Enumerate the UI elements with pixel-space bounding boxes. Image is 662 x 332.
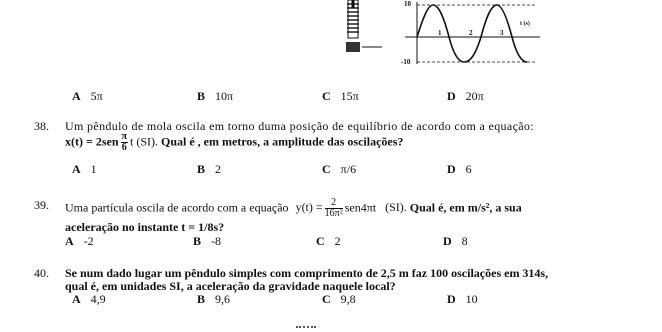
q39-statement: Uma partícula oscila de acordo com a equação y(t) = $\frac{2}{\text{16π²}}$ sen4πt (SI). Qual é, em m/s², a sua — [65, 197, 522, 219]
q39-question: Qual é, em m/s², a sua — [409, 200, 522, 215]
q40-option-b[interactable]: B 9,6 — [197, 292, 231, 306]
q38-statement: Um pêndulo de mola oscila em torno duma posição de equilíbrio de acordo com a equação: — [65, 119, 534, 133]
graph-tick-2: 2 — [469, 29, 473, 37]
q40-number: 40. — [34, 266, 49, 280]
q37-option-c[interactable]: C 15π — [322, 89, 359, 103]
q39-option-b[interactable]: B -8 — [193, 234, 222, 248]
q39-number: 39. — [34, 198, 49, 212]
graph-label-top: 10 — [404, 0, 411, 8]
q38-question: Qual é , em metros, a amplitude das oscilações? — [160, 134, 404, 149]
q38-option-b[interactable]: B 2 — [197, 162, 222, 176]
q40-statement: Se num dado lugar um pêndulo simples com comprimento de 2,5 m faz 100 oscilações em 314s, — [65, 266, 549, 280]
q37-option-d[interactable]: D 20π — [447, 89, 484, 103]
graph-label-bottom: -10 — [401, 58, 411, 66]
q38-option-d[interactable]: D 6 — [447, 162, 472, 176]
q40-statement-line2: qual é, em unidades SI, a aceleração da gravidade naquele local? — [65, 279, 396, 293]
q37-option-a[interactable]: A 5π — [72, 89, 103, 103]
q40-option-d[interactable]: D 10 — [447, 292, 478, 306]
graph-axis-label: t (s) — [520, 21, 530, 27]
q39-option-c[interactable]: C 2 — [316, 234, 341, 248]
spring-mass-illustration — [346, 0, 382, 52]
q38-option-c[interactable]: C π/6 — [322, 162, 357, 176]
q40-option-a[interactable]: A 4,9 — [72, 292, 106, 306]
q38-number: 38. — [34, 119, 49, 133]
q38-equation: x(t) = 2sen $\frac{\pi}{6}$ t (SI). Qual é , em metros, a amplitude das oscilações? — [65, 131, 404, 153]
graph-tick-1: 1 — [438, 29, 442, 37]
q38-option-a[interactable]: A 1 — [72, 162, 97, 176]
top-figure — [0, 0, 662, 80]
q40-option-c[interactable]: C 9,8 — [322, 292, 356, 306]
q37-option-b[interactable]: B 10π — [197, 89, 234, 103]
q39-option-d[interactable]: D 8 — [443, 234, 468, 248]
q39-option-a[interactable]: A -2 — [65, 234, 94, 248]
q39-line2: aceleração no instante t = 1/8s? — [65, 220, 225, 234]
graph-tick-3: 3 — [500, 29, 504, 37]
page-footer-mark — [296, 326, 316, 332]
